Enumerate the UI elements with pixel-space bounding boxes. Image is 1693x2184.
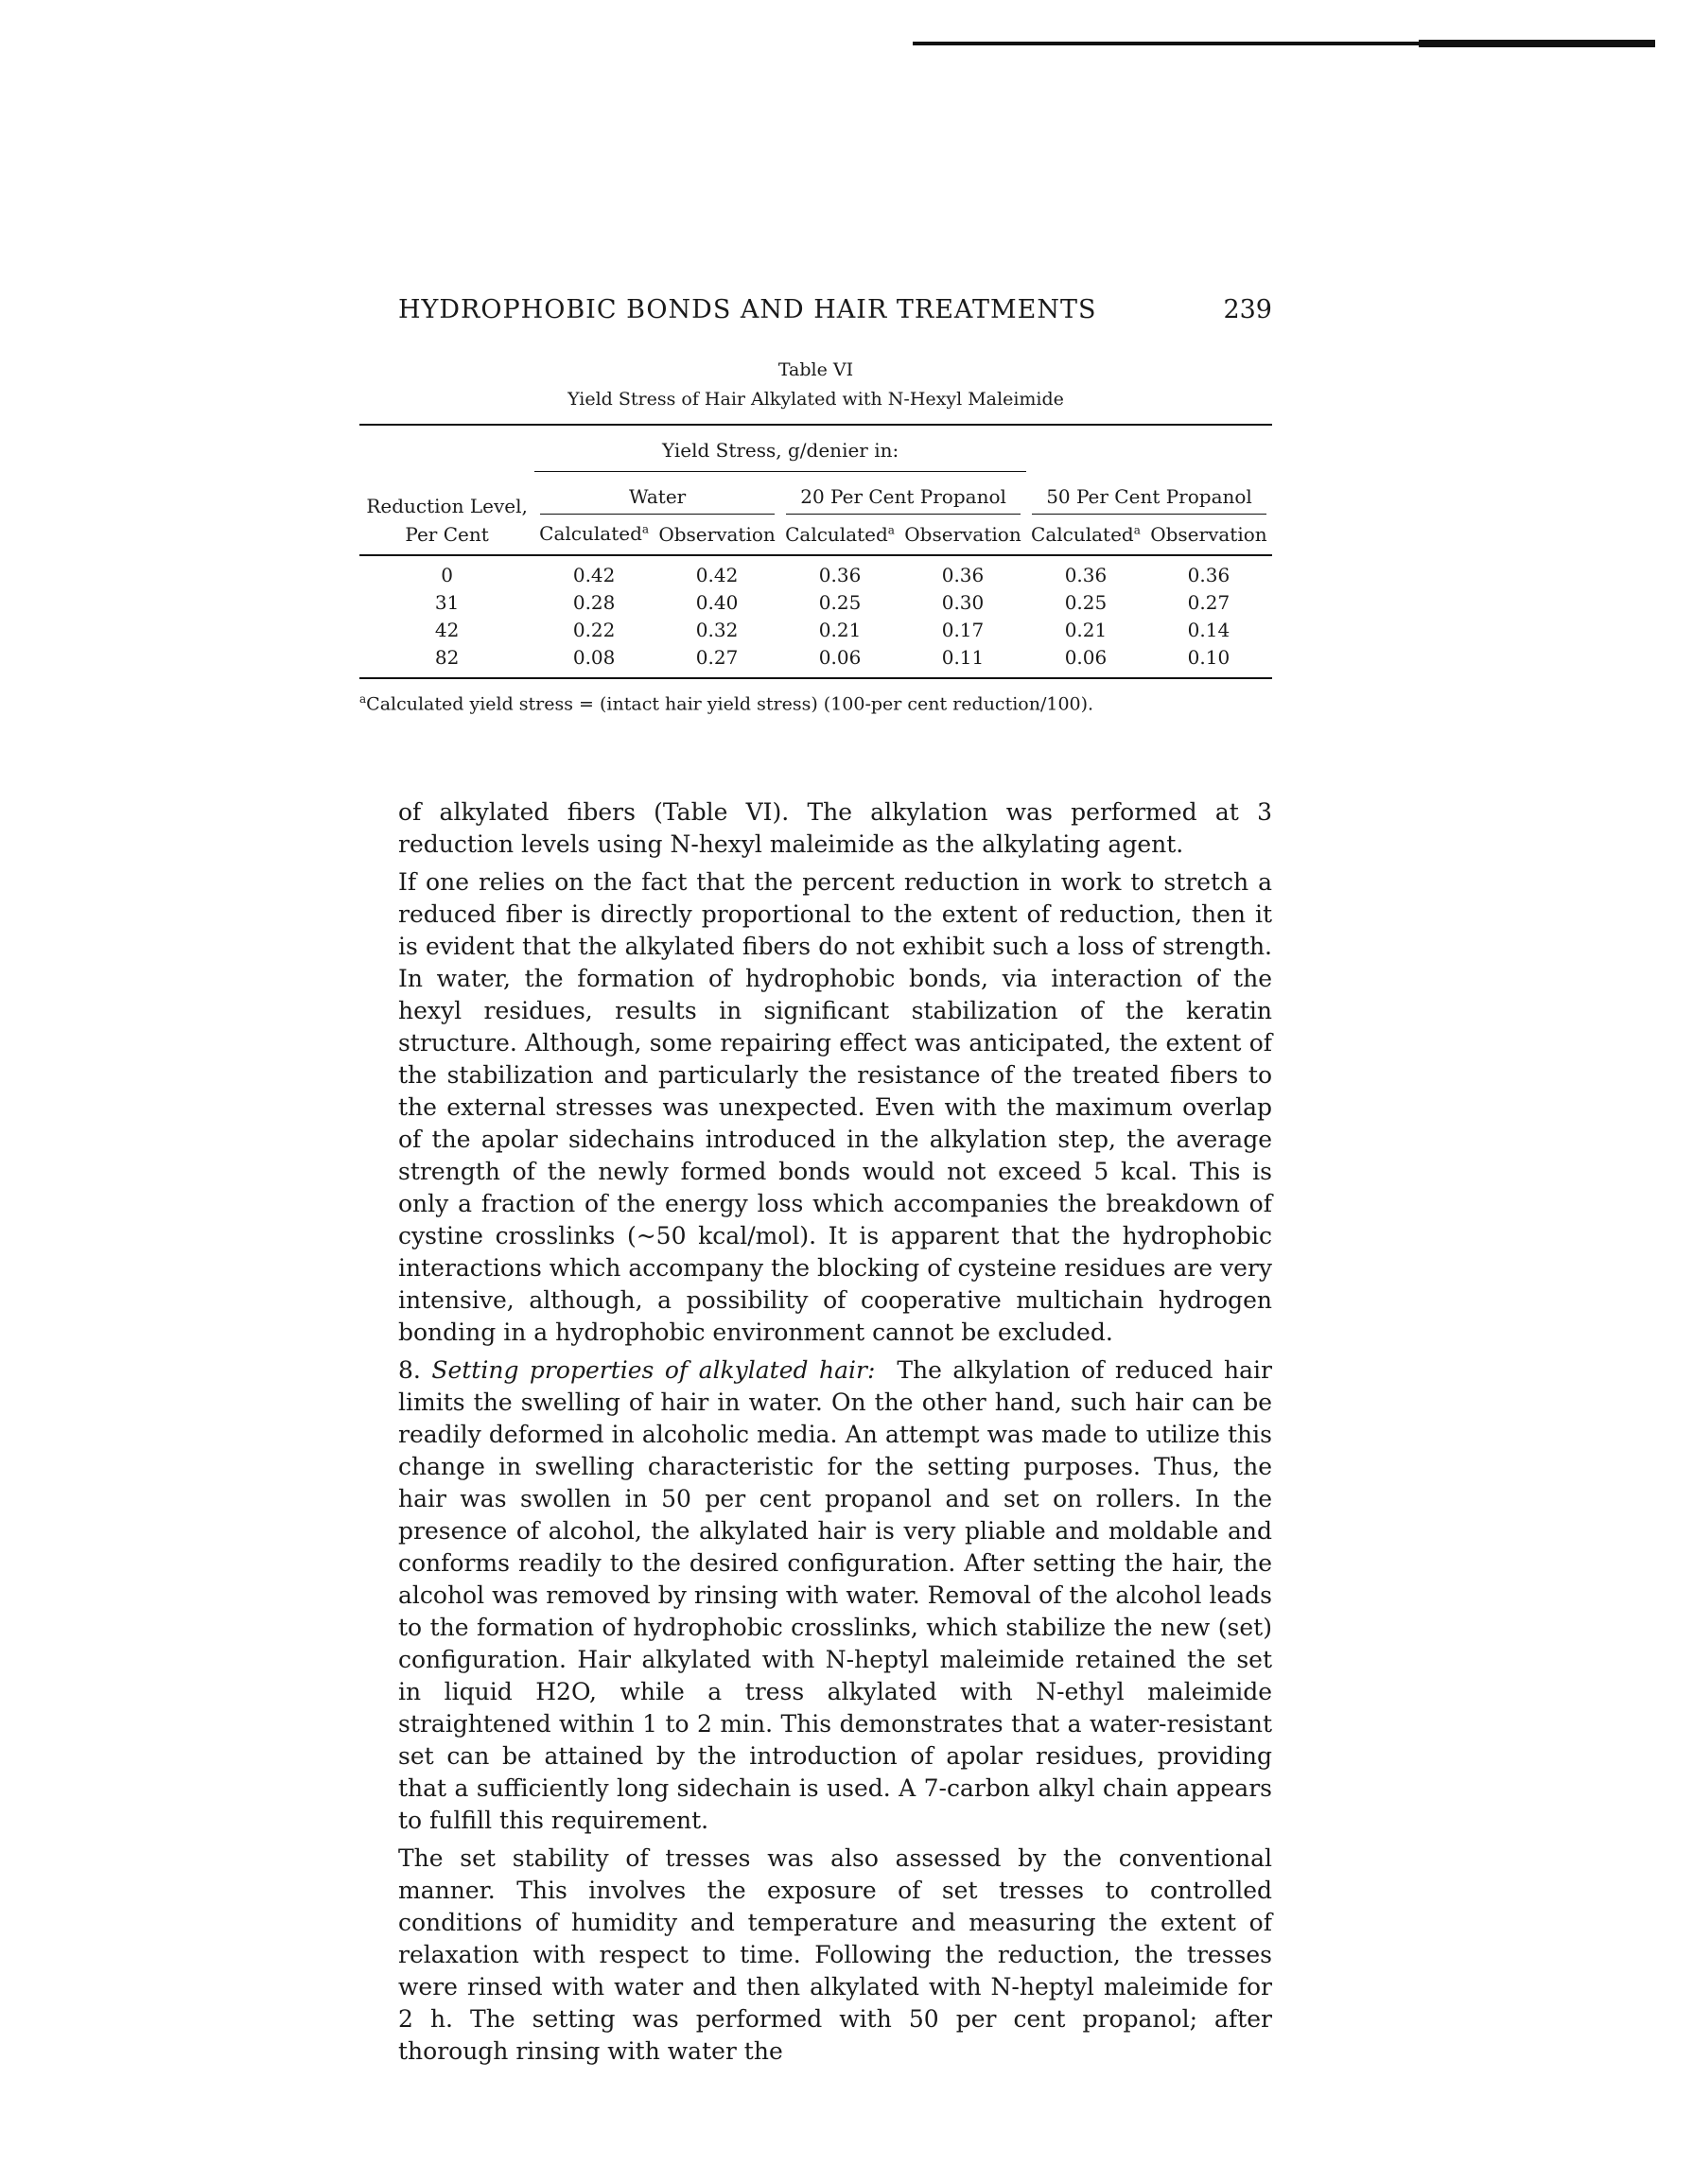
table-row: [359, 644, 1272, 678]
footnote-mark: a: [359, 692, 367, 706]
yield-stress-cell: 0.42: [695, 564, 739, 586]
yield-stress-cell: 0.42: [572, 564, 616, 586]
yield-stress-cell: 0.08: [572, 646, 616, 669]
table-row: [359, 555, 1272, 589]
table-title: Yield Stress of Hair Alkylated with N-Hexyl Maleimide: [567, 389, 1064, 410]
table-body: [359, 555, 1272, 678]
yield-stress-cell: 0.36: [818, 564, 862, 586]
paragraph: If one relies on the fact that the percent reduction in work to stretch a reduced fiber is directly proportional to the extent of reduction, then it is evident that the alkylated fibers do not exhibit such a loss of strength. In water, the formation of hydrophobic bonds, via interaction of the hexyl residues, results in significant stabilization of the keratin structure. Although, some repairing effect was anticipated, the extent of the stabilization and particularly the resistance of the treated fibers to the external stresses was unexpected. Even with the maximum overlap of the apolar sidechains introduced in the alkylation step, the average strength of the newly formed bonds would not exceed 5 kcal. This is only a fraction of the energy loss which accompanies the breakdown of cystine crosslinks (~50 kcal/mol). It is apparent that the hydrophobic interactions which accompany the blocking of cysteine residues are very intensive, although, a possibility of cooperative multichain hydrogen bonding in a hydrophobic environment cannot be excluded.: [398, 868, 1272, 1346]
running-head: [398, 295, 1272, 324]
running-head-title: HYDROPHOBIC BONDS AND HAIR TREATMENTS: [398, 295, 1097, 324]
spanner-header: Yield Stress, g/denier in:: [661, 439, 899, 462]
paragraph: [398, 1354, 1272, 1837]
table-label: Table VI: [777, 359, 854, 380]
yield-stress-cell: 0.22: [572, 619, 616, 641]
col-observation: Observation: [904, 523, 1021, 546]
yield-stress-cell: 0.36: [941, 564, 985, 586]
footnote-mark: a: [887, 523, 895, 537]
table-footnote: [359, 692, 1093, 714]
yield-stress-table: [359, 424, 1272, 679]
paragraph: of alkylated fibers (Table VI). The alkylation was performed at 3 reduction levels using N-hexyl maleimide as the alkylating agent.: [398, 798, 1272, 858]
col-calculated: Calculated: [539, 522, 642, 545]
yield-stress-cell: 0.06: [818, 646, 862, 669]
table-row: [359, 617, 1272, 644]
paragraph: The set stability of tresses was also assessed by the conventional manner. This involves the exposure of set tresses to controlled conditions of humidity and temperature and measuring the extent of relaxation with respect to time. Following the reduction, the tresses were rinsed with water and then alkylated with N-heptyl maleimide for 2 h. The setting was performed with 50 per cent propanol; after thorough rinsing with water the: [398, 1844, 1272, 2065]
col-calculated: Calculated: [1031, 523, 1134, 546]
group-20-propanol: 20 Per Cent Propanol: [786, 485, 1021, 515]
yield-stress-cell: 0.27: [1187, 591, 1230, 614]
yield-stress-cell: 0.11: [941, 646, 985, 669]
yield-stress-cell: 0.30: [941, 591, 985, 614]
reduction-level-cell: 42: [434, 619, 460, 641]
footnote-text: Calculated yield stress = (intact hair yield stress) (100-per cent reduction/100).: [366, 693, 1094, 715]
yield-stress-cell: 0.14: [1187, 619, 1230, 641]
row-header-line1: Reduction Level,: [366, 495, 528, 517]
section-title: Setting properties of alkylated hair:: [431, 1356, 876, 1384]
section-text: The alkylation of reduced hair limits the swelling of hair in water. On the other hand, such hair can be readily deformed in alcoholic media. An attempt was made to utilize this change in swelling characteristic for the setting purposes. Thus, the hair was swollen in 50 per cent propanol and set on rollers. In the presence of alcohol, the alkylated hair is very pliable and moldable and conforms readily to the desired configuration. After setting the hair, the alcohol was removed by rinsing with water. Removal of the alcohol leads to the formation of hydrophobic crosslinks, which stabilize the new (set) configuration. Hair alkylated with N-heptyl maleimide retained the set in liquid H2O, while a tress alkylated with N-ethyl maleimide straightened within 1 to 2 min. This demonstrates that a water-resistant set can be attained by the introduction of apolar residues, providing that a sufficiently long sidechain is used. A 7-carbon alkyl chain appears to fulfill this requirement.: [398, 1356, 1272, 1834]
reduction-level-cell: 82: [434, 646, 460, 669]
footnote-mark: a: [1133, 523, 1141, 537]
yield-stress-cell: 0.25: [1064, 591, 1108, 614]
footnote-mark: a: [641, 522, 650, 536]
yield-stress-cell: 0.25: [818, 591, 862, 614]
yield-stress-cell: 0.32: [695, 619, 739, 641]
body-text: [398, 796, 1272, 2073]
yield-stress-cell: 0.36: [1064, 564, 1108, 586]
yield-stress-cell: 0.17: [941, 619, 985, 641]
page-number: 239: [1223, 295, 1272, 324]
yield-stress-cell: 0.21: [818, 619, 862, 641]
yield-stress-cell: 0.10: [1187, 646, 1230, 669]
group-50-propanol: 50 Per Cent Propanol: [1032, 485, 1266, 515]
yield-stress-cell: 0.06: [1064, 646, 1108, 669]
row-header-line2: Per Cent: [405, 523, 489, 546]
col-calculated: Calculated: [785, 523, 888, 546]
col-observation: Observation: [658, 523, 776, 546]
table-row: [359, 589, 1272, 617]
yield-stress-cell: 0.40: [695, 591, 739, 614]
col-observation: Observation: [1150, 523, 1267, 546]
group-water: Water: [540, 485, 775, 515]
yield-stress-cell: 0.36: [1187, 564, 1230, 586]
reduction-level-cell: 31: [434, 591, 460, 614]
yield-stress-cell: 0.21: [1064, 619, 1108, 641]
top-rule-thick: [1419, 40, 1655, 47]
yield-stress-cell: 0.27: [695, 646, 739, 669]
yield-stress-cell: 0.28: [572, 591, 616, 614]
reduction-level-cell: 0: [441, 564, 453, 586]
section-number: 8.: [398, 1356, 421, 1384]
